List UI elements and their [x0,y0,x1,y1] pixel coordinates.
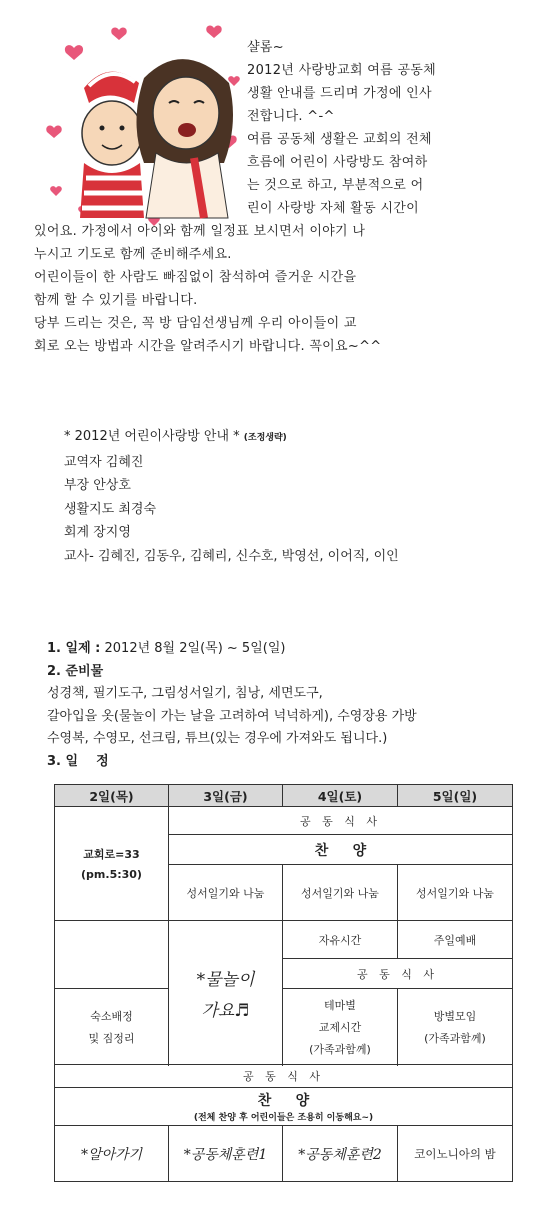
theme-line: 테마별 [324,998,356,1012]
intro-line: 전합니다. ^-^ [247,109,335,124]
schedule-table [54,784,513,1182]
diary-cell-fri: 성서일기와 나눔 [169,865,283,921]
prep-line: 성경책, 필기도구, 그림성서일기, 침낭, 세면도구, [47,686,323,701]
praise-title: 찬 양 [257,1093,310,1109]
prep-label: 2. 준비물 [47,663,104,679]
intro-line: 여름 공동체 생활은 교회의 전체 [247,132,432,147]
intro-line: 회로 오는 방법과 시간을 알려주시기 바랍니다. 꼭이요~^^ [34,339,382,354]
child-illustration [80,72,146,218]
bottom-cell-2: *공동체훈련1 [169,1126,283,1182]
roster-title-text: * 2012년 어린이사랑방 안내 * [64,429,240,444]
meal-cell-3: 공 동 식 사 [55,1065,513,1088]
room-line: 방별모임 [433,1009,477,1023]
praise-cell: 찬 양 [169,835,513,865]
empty-cell [55,921,169,989]
date-row [47,638,417,661]
intro-line: 누시고 기도로 함께 준비해주세요. [34,247,232,262]
intro-line: 당부 드리는 것은, 꼭 방 담임선생님께 우리 아이들이 교 [34,316,357,331]
room-line: (가족과함께) [424,1031,486,1045]
room-meeting-cell [398,989,513,1065]
intro-text-upper [247,36,436,220]
prep-line: 수영복, 수영모, 선크림, 튜브(있는 경우에 가져와도 됩니다.) [47,731,388,746]
theme-line: (가족과함께) [309,1042,371,1056]
intro-line: 는 것으로 하고, 부분적으로 어 [247,178,424,193]
praise-cell-2 [55,1088,513,1126]
woman-illustration [137,59,234,218]
free-time-cell: 자유시간 [283,921,398,959]
water-play-line: *물놀이 [196,969,255,990]
header-day-2: 3일(금) [169,785,283,807]
staff-roster [64,425,399,568]
bottom-cell-3: *공동체훈련2 [283,1126,398,1182]
lodging-line: 및 짐정리 [88,1031,135,1045]
water-play-line: 가요♬ [201,1000,250,1021]
lodging-line: 숙소배정 [90,1009,133,1023]
arrival-line: 교회로=33 [83,848,140,861]
roster-line: 회계 장지영 [64,525,131,540]
arrival-time: (pm.5:30) [81,868,142,881]
intro-line: 함께 할 수 있기를 바랍니다. [34,293,198,308]
sunday-service-cell: 주일예배 [398,921,513,959]
roster-line: 부장 안상호 [64,478,131,493]
theme-cell [283,989,398,1065]
intro-line: 흐름에 어린이 사랑방도 참여하 [247,155,428,170]
roster-line: 교사- 김혜진, 김동우, 김혜리, 신수호, 박영선, 이어직, 이인 [64,548,399,564]
water-play-cell [169,921,283,1065]
header-day-4: 5일(일) [398,785,513,807]
intro-line: 어린이들이 한 사람도 빠짐없이 참석하여 즐거운 시간을 [34,270,357,285]
intro-line: 있어요. 가정에서 아이와 함께 일정표 보시면서 이야기 나 [34,224,366,239]
roster-line: 교역자 김혜진 [64,454,144,470]
arrival-cell [55,807,169,921]
intro-line: 샬롬~ [247,40,284,55]
diary-cell-sat: 성서일기와 나눔 [283,865,398,921]
meal-cell: 공 동 식 사 [169,807,513,835]
intro-line: 린이 사랑방 자체 활동 시간이 [247,201,420,216]
prep-line: 갈아입을 옷(물놀이 가는 날을 고려하여 넉넉하게), 수영장용 가방 [47,708,417,724]
roster-title [64,425,399,451]
schedule-label: 3. 일 정 [47,753,109,769]
event-details [47,638,417,773]
theme-line: 교제시간 [318,1020,362,1034]
intro-text-lower [34,220,381,358]
roster-line: 생활지도 최경숙 [64,501,157,517]
intro-line: 생활 안내를 드리며 가정에 인사 [247,86,432,101]
header-day-1: 2일(목) [55,785,169,807]
intro-line: 2012년 사랑방교회 여름 공동체 [247,63,437,78]
lodging-cell [55,989,169,1065]
praise-note: (전체 찬양 후 어린이들은 조용히 이동해요~) [193,1113,374,1123]
greeting-illustration [44,18,246,228]
bottom-cell-4: 코이노니아의 밤 [398,1126,513,1182]
date-value: 2012년 8월 2일(목) ~ 5일(일) [104,641,286,656]
diary-cell-sun: 성서일기와 나눔 [398,865,513,921]
roster-title-note: (조정생략) [243,433,287,443]
date-label: 1. 일제 : [47,641,101,656]
header-day-3: 4일(토) [283,785,398,807]
meal-cell-2: 공 동 식 사 [283,959,513,989]
bottom-cell-1: *알아가기 [55,1126,169,1182]
